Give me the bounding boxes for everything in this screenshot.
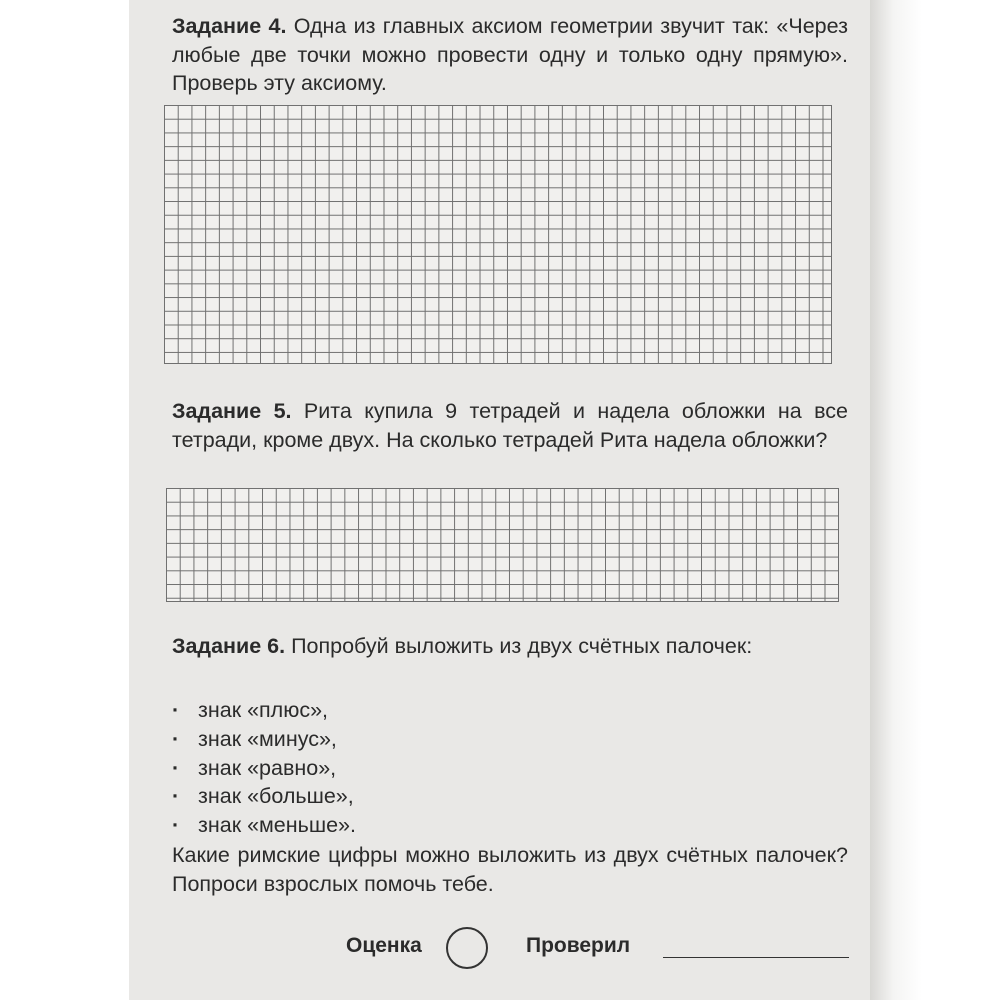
grade-label: Оценка <box>346 934 422 957</box>
task6-question: Какие римские цифры можно выложить из двух счётных палочек? Попроси взрослых помочь тебе. <box>172 843 848 896</box>
bullet-icon: · <box>172 813 180 838</box>
list-item: · знак «равно», <box>172 754 356 783</box>
signature-line[interactable] <box>663 957 849 958</box>
task5-text: Рита купила 9 тетрадей и надела обложки на все тетради, кроме двух. На сколько тетрадей Рита надела обложки? <box>172 399 848 452</box>
bullet-icon: · <box>172 698 180 722</box>
grade-circle[interactable] <box>446 927 488 969</box>
task4-answer-grid[interactable] <box>164 105 832 364</box>
list-item: · знак «плюс», <box>172 696 356 725</box>
bullet-icon: · <box>172 784 180 809</box>
task5-answer-grid[interactable] <box>166 488 839 602</box>
task6-bullet-list <box>172 696 356 840</box>
task6-paragraph <box>172 632 848 661</box>
task4-paragraph <box>172 12 848 98</box>
list-item: · знак «меньше». <box>172 811 356 840</box>
grading-footer <box>0 927 1000 967</box>
bullet-icon: · <box>172 726 180 751</box>
task5-paragraph <box>172 397 848 454</box>
task6-text: Попробуй выложить из двух счётных палочек: <box>291 634 753 658</box>
bullet-icon: · <box>172 755 180 780</box>
task4-heading: Задание 4. <box>172 14 287 38</box>
list-item: · знак «больше», <box>172 782 356 811</box>
checked-by-label: Проверил <box>526 934 631 957</box>
page-edge <box>870 0 1000 1000</box>
list-item: · знак «минус», <box>172 725 356 754</box>
task6-heading: Задание 6. <box>172 634 286 658</box>
task5-heading: Задание 5. <box>172 399 292 423</box>
task4-text: Одна из главных аксиом геометрии звучит так: «Через любые две точки можно провести одну и только одну прямую». Проверь эту аксиому. <box>172 14 848 95</box>
